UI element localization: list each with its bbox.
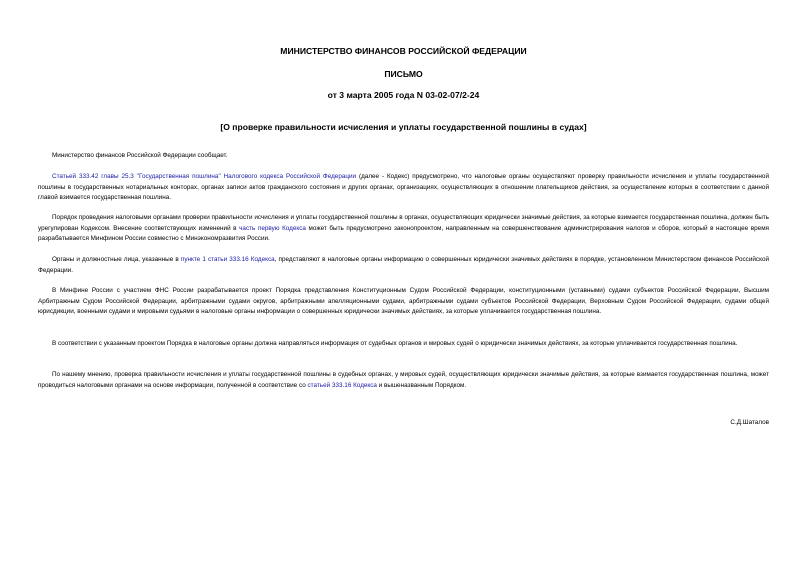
paragraph-2 <box>38 213 769 245</box>
paragraph-3 <box>38 255 769 276</box>
link-code-part-one[interactable]: часть первую Кодекса <box>239 224 306 232</box>
paragraph-6-text-b: и вышеназванным Порядком. <box>376 381 467 389</box>
link-article-333-42[interactable]: Статьей 333.42 главы 25.3 "Государственная пошлина" <box>52 173 221 180</box>
document-page <box>38 0 769 571</box>
paragraph-3-text-b: , представляют в налоговые органы информацию о совершенных юридически значимых действиях в порядке, установленном Министерством финансов Российской Федерации. <box>38 256 770 274</box>
ministry-heading: МИНИСТЕРСТВО ФИНАНСОВ РОССИЙСКОЙ ФЕДЕРАЦИИ <box>280 46 527 56</box>
paragraph-2-text-a: Порядок проведения налоговыми органами проверки правильности исчисления и уплаты государственной пошлины в органах, осуществляющих юридически значимые действия, за которые взимается государственная пошлина, должен быть урегулирован Кодексом. Внесение соответствующих изменений в <box>38 214 769 232</box>
paragraph-5: В соответствии с указанным проектом Порядка в налоговые органы должна направляться информация от судебных органов и мировых судей о юридически значимых действиях, за которые уплачивается государственная пошлина. <box>52 340 738 347</box>
date-number-heading: от 3 марта 2005 года N 03-02-07/2-24 <box>327 90 480 100</box>
paragraph-3-text-a: Органы и должностные лица, указанные в <box>52 256 181 263</box>
paragraph-6 <box>38 370 769 391</box>
link-point-1-article-333-16[interactable]: пункте 1 статьи 333.16 Кодекса <box>180 256 275 263</box>
paragraph-intro: Министерство финансов Российской Федерации сообщает. <box>52 152 228 159</box>
signature: С.Д.Шаталов <box>730 419 769 426</box>
document-type-heading: ПИСЬМО <box>384 69 423 79</box>
paragraph-2-text-b: может быть предусмотрено законопроектом, направленным на совершенствование администрирования налогов и сборов, который в настоящее время разрабатывается Минфином России совместно с Минэкономразвития России. <box>38 224 769 243</box>
subject-heading: [О проверке правильности исчисления и уплаты государственной пошлины в судах] <box>220 122 587 132</box>
paragraph-6-text-a: По нашему мнению, проверка правильности исчисления и уплаты государственной пошлины в судебных органах, у мировых судей, осуществляющих юридически значимые действия, за которые взимается государственная пошлина, может проводиться налоговыми органами на основе информации, полученной в соответствие со <box>38 371 769 389</box>
paragraph-1 <box>38 172 769 204</box>
paragraph-1-text-b: (далее - Кодекс) предусмотрено, что налоговые органы осуществляют проверку правильности исчисления и уплаты государственной пошлины в государственных нотариальных конторах, органах записи актов гражданского состояния и других органах, организациях, осуществляющих в отношении плательщиков действия, за осуществление которых в соответствии с данной главой взимается государственная пошлина. <box>38 173 769 202</box>
link-tax-code[interactable]: Налогового кодекса Российской Федерации <box>223 173 357 180</box>
link-article-333-16[interactable]: статьей 333.16 Кодекса <box>307 381 377 389</box>
paragraph-4: В Минфине России с участием ФНС России разрабатывается проект Порядка представления Конституционным Судом Российской Федерации, конституционными (уставными) судами субъектов Российской Федерации, Высшим Арбитражным Судом Российской Федерации, арбитражными судами округов, арбитражными апелляционными судами, арбитражными судами субъектов Российской Федерации, Верховным Судом Российской Федерации, судами общей юрисдикции, военными судами и мировыми судьями в налоговые органы информации о совершенных юридически значимых действиях, за которые уплачивается государственная пошлина. <box>38 287 769 316</box>
